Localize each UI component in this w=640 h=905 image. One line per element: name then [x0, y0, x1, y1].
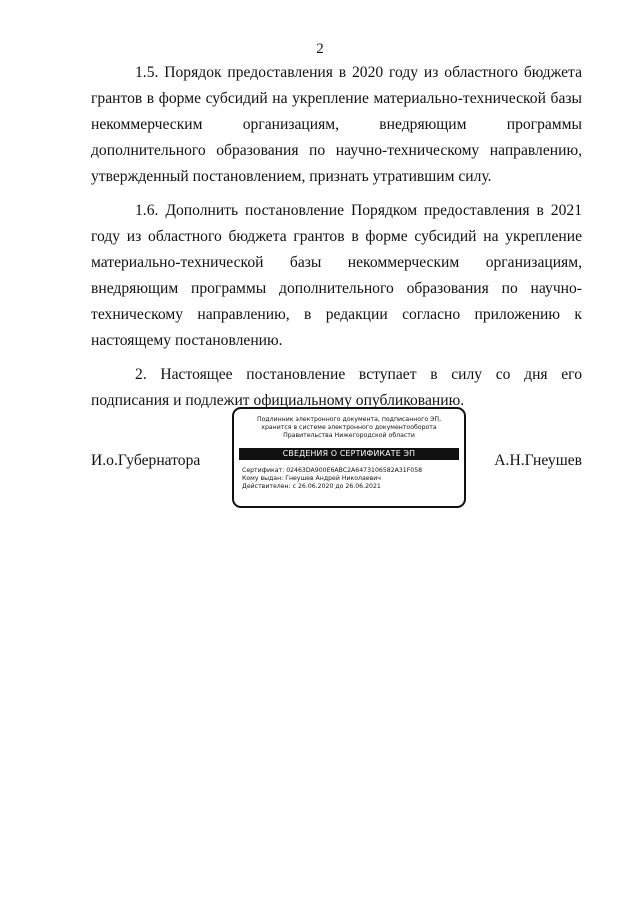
paragraph-1-6: 1.6. Дополнить постановление Порядком предоставления в 2021 году из областного бюджета грантов в форме субсидий на укрепление материально-технической базы некоммерческим организациям, внедряющим программы дополнительного образования по научно-техническому направлению, в редакции согласно приложению к настоящему постановлению. — [91, 202, 582, 349]
stamp-row-label: Кому выдан: — [242, 474, 284, 482]
stamp-banner: СВЕДЕНИЯ О СЕРТИФИКАТЕ ЭП — [239, 448, 459, 460]
stamp-row-label: Сертификат: — [242, 466, 285, 474]
stamp-header-line: Подлинник электронного документа, подписанного ЭП, — [256, 416, 442, 423]
stamp-header-line: Правительства Нижегородской области — [283, 432, 415, 440]
stamp-row-value: с 26.06.2020 до 26.06.2021 — [292, 482, 381, 490]
stamp-details — [242, 467, 464, 491]
signer-name: А.Н.Гнеушев — [494, 452, 582, 469]
electronic-signature-stamp — [232, 407, 466, 508]
signer-title: И.о.Губернатора — [91, 452, 201, 469]
stamp-row-value: Гнеушев Андрей Николаевич — [285, 474, 381, 482]
paragraph-2: 2. Настоящее постановление вступает в силу со дня его подписания и подлежит официальному опубликованию. — [91, 366, 582, 409]
stamp-header-line: хранится в системе электронного документооборота — [261, 424, 437, 432]
stamp-certificate-row — [242, 467, 464, 475]
page-number: 2 — [316, 41, 324, 57]
paragraph-1-5: 1.5. Порядок предоставления в 2020 году из областного бюджета грантов в форме субсидий на укрепление материально-технической базы некоммерческим организациям, внедряющим программы дополнительного образования по научно-техническому направлению, утвержденный постановлением, признать утратившим силу. — [91, 64, 582, 185]
stamp-issued-to-row — [242, 475, 464, 483]
document-body — [91, 60, 582, 422]
stamp-validity-row — [242, 483, 464, 491]
stamp-header — [234, 416, 464, 441]
stamp-row-label: Действителен: — [242, 482, 291, 490]
stamp-row-value: 02463DA900E6ABC2A6473106582A31F058 — [286, 466, 423, 474]
